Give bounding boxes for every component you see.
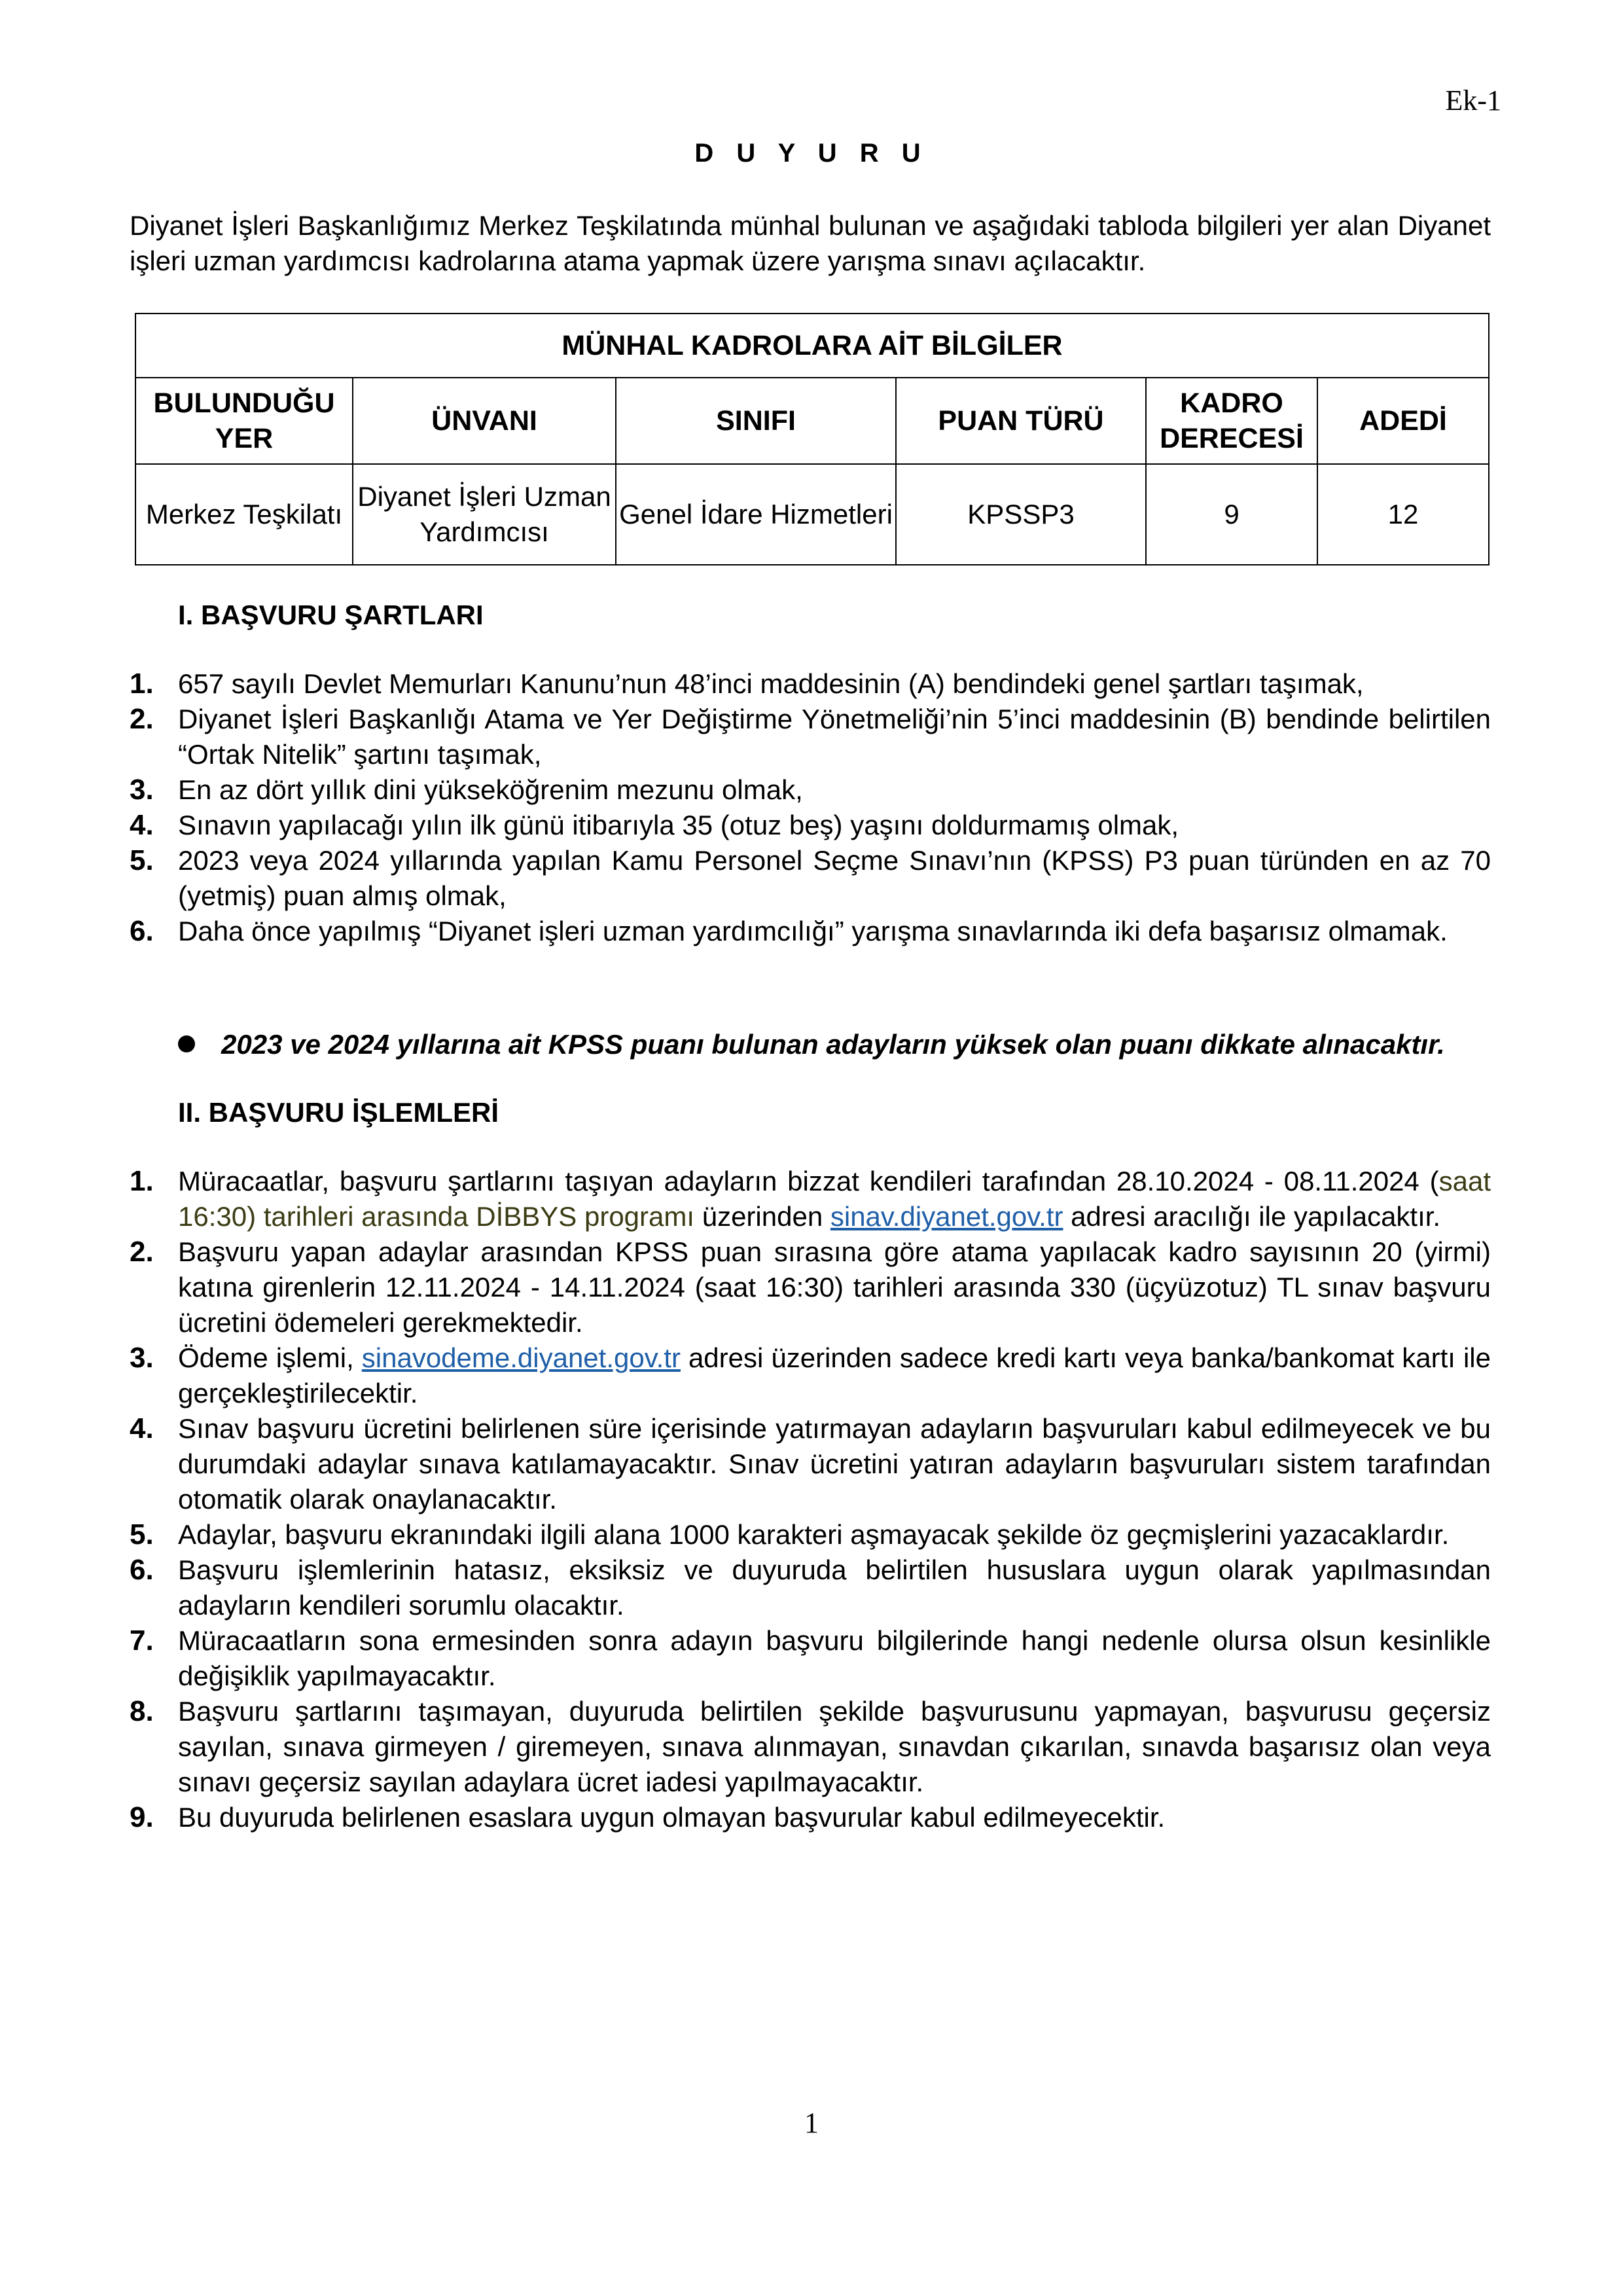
table-caption-row: [135, 314, 1489, 378]
item-text: 2023 veya 2024 yıllarında yapılan Kamu Personel Seçme Sınavı’nın (KPSS) P3 puan türünden en az 70 (yetmiş) puan almış olmak,: [178, 845, 1491, 911]
item-number: 2.: [130, 703, 154, 735]
item-text: Adaylar, başvuru ekranındaki ilgili alana 1000 karakteri aşmayacak şekilde öz geçmişlerini yazacaklardır.: [178, 1519, 1450, 1550]
annex-label: Ek-1: [1445, 84, 1501, 117]
item-number: 5.: [130, 844, 154, 876]
header-class: SINIFI: [616, 378, 896, 464]
header-title: ÜNVANI: [353, 378, 616, 464]
item-number: 4.: [130, 1412, 154, 1444]
item-text: Bu duyuruda belirlenen esaslara uygun olmayan başvurular kabul edilmeyecektir.: [178, 1802, 1166, 1833]
kpss-note: [178, 1029, 1445, 1060]
item-text: 657 sayılı Devlet Memurları Kanunu’nun 48’inci maddesinin (A) bendindeki genel şartları taşımak,: [178, 668, 1364, 699]
list-item: [130, 702, 1491, 772]
item-text: Ödeme işlemi,: [178, 1342, 362, 1373]
item-number: 7.: [130, 1624, 154, 1657]
note-text: 2023 ve 2024 yıllarına ait KPSS puanı bulunan adayların yüksek olan puanı dikkate alınacaktır.: [221, 1029, 1445, 1060]
vacancy-table: [135, 313, 1489, 565]
item-text: üzerinden: [694, 1201, 830, 1232]
header-degree: KADRO DERECESİ: [1146, 378, 1317, 464]
cell-score-type: KPSSP3: [896, 464, 1146, 565]
item-text: Müracaatların sona ermesinden sonra adayın başvuru bilgilerinde hangi nedenle olursa olsun kesinlikle değişiklik yapılmayacaktır.: [178, 1625, 1491, 1691]
list-item: [130, 1800, 1491, 1835]
page-title: D U Y U R U: [694, 139, 929, 168]
item-text: Başvuru şartlarını taşımayan, duyuruda belirtilen şekilde başvurusunu yapmayan, başvurusu geçersiz sayılan, sınava girmeyen / giremeyen, sınava alınmayan, sınavdan çıkarılan, sınavda başarısız olan veya sınavı geçersiz sayılan adaylara ücret iadesi yapılmayacaktır.: [178, 1696, 1491, 1797]
list-item: [130, 1340, 1491, 1411]
item-number: 5.: [130, 1518, 154, 1551]
cell-degree: 9: [1146, 464, 1317, 565]
header-count: ADEDİ: [1317, 378, 1489, 464]
item-text: adresi üzerinden sadece kredi kartı veya banka/bankomat kartı ile gerçekleştirilecektir.: [178, 1342, 1491, 1408]
item-text: Sınavın yapılacağı yılın ilk günü itibarıyla 35 (otuz beş) yaşını doldurmamış olmak,: [178, 810, 1179, 840]
section-heading-requirements: I. BAŞVURU ŞARTLARI: [178, 600, 484, 630]
procedures-list: [130, 1164, 1491, 1835]
item-text: Sınav başvuru ücretini belirlenen süre içerisinde yatırmayan adayların başvuruları kabul edilmeyecek ve bu durumdaki adaylar sınava katılamayacaktır. Sınav ücretini yatıran adayların başvuruları sistem tarafından otomatik olarak onaylanacaktır.: [178, 1413, 1491, 1515]
item-number: 9.: [130, 1801, 154, 1833]
item-number: 2.: [130, 1236, 154, 1268]
payment-link[interactable]: sinavodeme.diyanet.gov.tr: [361, 1342, 681, 1373]
list-item: [130, 914, 1491, 949]
item-text: Müracaatlar, başvuru şartlarını taşıyan adayların bizzat kendileri tarafından 28.10.2024 - 08.11.2024 (: [178, 1166, 1439, 1196]
list-item: [130, 1411, 1491, 1517]
item-number: 6.: [130, 915, 154, 947]
cell-count: 12: [1317, 464, 1489, 565]
list-item: [130, 843, 1491, 914]
table-caption: MÜNHAL KADROLARA AİT BİLGİLER: [135, 314, 1489, 378]
item-text: Daha önce yapılmış “Diyanet işleri uzman yardımcılığı” yarışma sınavlarında iki defa başarısız olmamak.: [178, 916, 1448, 946]
table-row: [135, 464, 1489, 565]
item-number: 6.: [130, 1554, 154, 1586]
page-number: 1: [804, 2107, 819, 2139]
sinav-link[interactable]: sinav.diyanet.gov.tr: [830, 1201, 1063, 1232]
item-number: 1.: [130, 1165, 154, 1197]
cell-title: Diyanet İşleri Uzman Yardımcısı: [353, 464, 616, 565]
list-item: [130, 772, 1491, 808]
list-item: [130, 1234, 1491, 1340]
cell-location: Merkez Teşkilatı: [135, 464, 353, 565]
list-item: [130, 1552, 1491, 1623]
intro-paragraph: Diyanet İşleri Başkanlığımız Merkez Teşkilatında münhal bulunan ve aşağıdaki tabloda bilgileri yer alan Diyanet işleri uzman yardımcısı kadrolarına atama yapmak üzere yarışma sınavı açılacaktır.: [130, 210, 1491, 276]
section-heading-procedures: II. BAŞVURU İŞLEMLERİ: [178, 1097, 499, 1128]
header-score-type: PUAN TÜRÜ: [896, 378, 1146, 464]
item-number: 1.: [130, 668, 154, 700]
bullet-icon: [178, 1035, 195, 1052]
item-text: Başvuru işlemlerinin hatasız, eksiksiz ve duyuruda belirtilen hususlara uygun olarak yapılmasından adayların kendileri sorumlu olacaktır.: [178, 1554, 1491, 1621]
item-number: 8.: [130, 1695, 154, 1727]
item-text: Başvuru yapan adaylar arasından KPSS puan sırasına göre atama yapılacak kadro sayısının 20 (yirmi) katına girenlerin 12.11.2024 - 14.11.2024 (saat 16:30) tarihleri arasında 330 (üçyüzotuz) TL sınav başvuru ücretini ödemeleri gerekmektedir.: [178, 1236, 1491, 1338]
list-item: [130, 666, 1491, 702]
list-item: [130, 808, 1491, 843]
list-item: [130, 1517, 1491, 1552]
item-highlight-text: saat 16:30) tarihleri arasında DİBBYS programı: [178, 1166, 1491, 1232]
header-location: BULUNDUĞU YER: [135, 378, 353, 464]
list-item: [130, 1694, 1491, 1800]
table-header-row: [135, 378, 1489, 464]
item-number: 3.: [130, 1342, 154, 1374]
item-number: 3.: [130, 774, 154, 806]
list-item: [130, 1623, 1491, 1694]
item-number: 4.: [130, 809, 154, 841]
item-text: adresi aracılığı ile yapılacaktır.: [1063, 1201, 1441, 1232]
list-item: [130, 1164, 1491, 1234]
item-text: Diyanet İşleri Başkanlığı Atama ve Yer Değiştirme Yönetmeliği’nin 5’inci maddesinin (B) bendinde belirtilen “Ortak Nitelik” şartını taşımak,: [178, 704, 1491, 770]
cell-class: Genel İdare Hizmetleri: [616, 464, 896, 565]
requirements-list: [130, 666, 1491, 949]
item-text: En az dört yıllık dini yükseköğrenim mezunu olmak,: [178, 774, 803, 805]
